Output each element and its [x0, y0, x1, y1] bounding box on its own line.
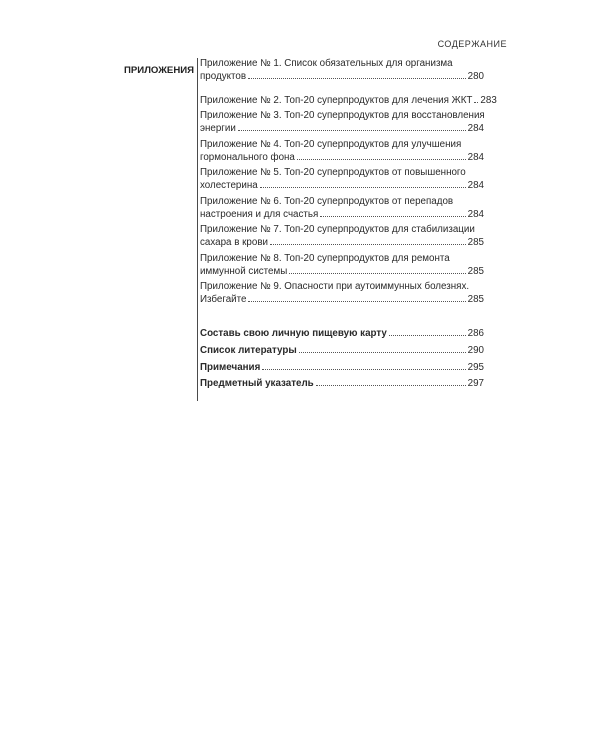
toc-entry-appendix-7[interactable]	[200, 224, 484, 249]
toc-entry-line1: Приложение № 5. Топ-20 суперпродуктов от повышенного	[200, 167, 466, 178]
toc-entry-line1: Приложение № 4. Топ-20 суперпродуктов для улучшения	[200, 139, 462, 150]
leader-dots	[289, 265, 465, 274]
vertical-divider	[197, 58, 198, 401]
toc-entry-line2: гормонального фона	[200, 152, 295, 163]
toc-entry-line2: сахара в крови	[200, 237, 268, 248]
page-number: 284	[467, 152, 484, 163]
leader-dots	[248, 70, 466, 79]
toc-entry-line1: Приложение № 3. Топ-20 суперпродуктов для восстановления	[200, 110, 485, 121]
toc-entry-appendix-9[interactable]	[200, 281, 484, 306]
page-number: 284	[467, 209, 484, 220]
toc-entry-appendix-5[interactable]	[200, 167, 484, 192]
toc-entry-food-map[interactable]	[200, 327, 484, 340]
toc-entry-line2: иммунной системы	[200, 266, 288, 277]
toc-entry-line1: Приложение № 6. Топ-20 суперпродуктов от перепадов	[200, 196, 454, 207]
toc-entry-appendix-8[interactable]	[200, 253, 484, 278]
toc-entry-appendix-2[interactable]	[200, 94, 497, 107]
toc-entry-line1: Приложение № 8. Топ-20 суперпродуктов для ремонта	[200, 253, 450, 264]
leader-dots	[320, 208, 465, 217]
toc-entry-line2: холестерина	[200, 180, 258, 191]
toc-entry-appendix-3[interactable]	[200, 110, 484, 135]
page-number: 286	[467, 328, 484, 339]
leader-dots	[270, 236, 466, 245]
toc-entry-line2: продуктов	[200, 71, 247, 82]
page-number: 283	[480, 95, 497, 106]
toc-entry-title: Список литературы	[200, 345, 297, 356]
toc-entry-line1: Приложение № 7. Топ-20 суперпродуктов для стабилизации	[200, 224, 475, 235]
leader-dots	[260, 179, 466, 188]
toc-entry-line2: настроения и для счастья	[200, 209, 319, 220]
running-title: СОДЕРЖАНИЕ	[437, 39, 507, 49]
section-label-appendices: ПРИЛОЖЕНИЯ	[124, 65, 195, 76]
toc-entry-line1: Приложение № 9. Опасности при аутоиммунных болезнях.	[200, 281, 470, 292]
leader-dots	[299, 344, 466, 353]
page-number: 285	[467, 237, 484, 248]
toc-entry-title: Примечания	[200, 362, 261, 373]
toc-entry-appendix-6[interactable]	[200, 196, 484, 221]
toc-entry-title: Составь свою личную пищевую карту	[200, 328, 387, 339]
leader-dots	[389, 327, 466, 336]
toc-entry-title: Предметный указатель	[200, 378, 314, 389]
toc-entry-index[interactable]	[200, 377, 484, 390]
page-number: 284	[467, 123, 484, 134]
leader-dots	[262, 361, 465, 370]
page-number: 280	[467, 71, 484, 82]
toc-entry-line2: энергии	[200, 123, 236, 134]
leader-dots	[297, 151, 466, 160]
page-number: 285	[467, 294, 484, 305]
leader-dots	[474, 94, 478, 103]
page-number: 284	[467, 180, 484, 191]
page-number: 295	[467, 362, 484, 373]
toc-entry-line2: Избегайте	[200, 294, 247, 305]
toc-entry-line2: Приложение № 2. Топ-20 суперпродуктов для лечения ЖКТ	[200, 95, 473, 106]
page-number: 290	[467, 345, 484, 356]
toc-entry-appendix-1[interactable]	[200, 58, 484, 83]
page-number: 285	[467, 266, 484, 277]
toc-entry-notes[interactable]	[200, 361, 484, 374]
toc-entry-appendix-4[interactable]	[200, 139, 484, 164]
leader-dots	[248, 293, 465, 302]
leader-dots	[316, 377, 466, 386]
page-number: 297	[467, 378, 484, 389]
toc-entry-line1: Приложение № 1. Список обязательных для организма	[200, 58, 453, 69]
toc-entry-bibliography[interactable]	[200, 344, 484, 357]
leader-dots	[238, 122, 466, 131]
